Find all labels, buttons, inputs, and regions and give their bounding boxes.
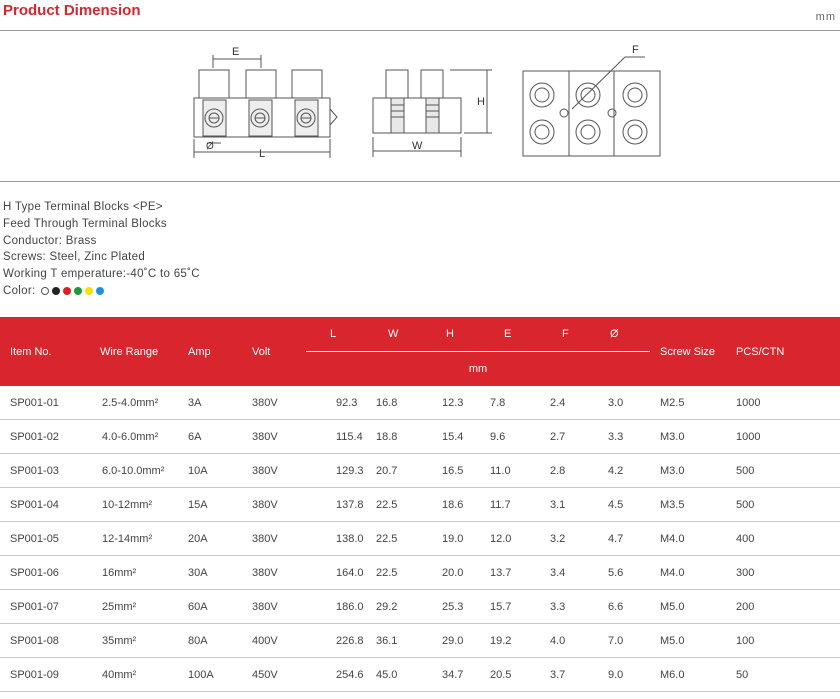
cell-pcs: 300 — [726, 556, 840, 590]
cell-dia: 7.0 — [596, 624, 650, 658]
dimension-label-dia: Ø — [206, 141, 214, 152]
cell-amp: 20A — [178, 522, 242, 556]
cell-h: 19.0 — [422, 522, 480, 556]
cell-pcs: 400 — [726, 522, 840, 556]
cell-pcs: 1000 — [726, 420, 840, 454]
cell-e: 15.7 — [480, 590, 538, 624]
product-table — [0, 317, 840, 692]
cell-screw: M4.0 — [650, 556, 726, 590]
cell-h: 18.6 — [422, 488, 480, 522]
cell-dia: 9.0 — [596, 658, 650, 692]
cell-item: SP001-07 — [0, 590, 90, 624]
cell-wire: 10-12mm² — [90, 488, 178, 522]
color-swatch-green — [74, 287, 82, 295]
table-row — [0, 556, 840, 590]
dimension-label-w: W — [412, 140, 423, 152]
spec-line: H Type Terminal Blocks <PE> — [3, 201, 163, 213]
cell-f: 2.8 — [538, 454, 596, 488]
cell-volt: 450V — [242, 658, 306, 692]
color-swatch-white — [41, 287, 49, 295]
cell-dia: 4.7 — [596, 522, 650, 556]
cell-l: 186.0 — [306, 590, 364, 624]
cell-amp: 6A — [178, 420, 242, 454]
cell-f: 2.4 — [538, 386, 596, 420]
cell-dia: 6.6 — [596, 590, 650, 624]
cell-l: 92.3 — [306, 386, 364, 420]
cell-volt: 380V — [242, 454, 306, 488]
cell-l: 226.8 — [306, 624, 364, 658]
col-header-volt: Volt — [242, 317, 306, 386]
cell-e: 9.6 — [480, 420, 538, 454]
cell-amp: 30A — [178, 556, 242, 590]
table-row — [0, 488, 840, 522]
col-header-h: H — [422, 317, 480, 352]
cell-volt: 380V — [242, 386, 306, 420]
cell-dia: 4.2 — [596, 454, 650, 488]
cell-f: 3.2 — [538, 522, 596, 556]
cell-w: 16.8 — [364, 386, 422, 420]
cell-item: SP001-03 — [0, 454, 90, 488]
cell-screw: M6.0 — [650, 658, 726, 692]
cell-item: SP001-05 — [0, 522, 90, 556]
color-swatch-black — [52, 287, 60, 295]
cell-e: 13.7 — [480, 556, 538, 590]
color-swatch-blue — [96, 287, 104, 295]
top-view-drawing — [523, 57, 660, 156]
header — [0, 0, 840, 30]
cell-e: 11.7 — [480, 488, 538, 522]
dimension-label-f: F — [632, 44, 639, 56]
color-row — [3, 283, 200, 300]
cell-f: 4.0 — [538, 624, 596, 658]
col-header-l: L — [306, 317, 364, 352]
technical-drawings — [0, 31, 840, 181]
cell-wire: 16mm² — [90, 556, 178, 590]
cell-wire: 6.0-10.0mm² — [90, 454, 178, 488]
spec-line: Working T emperature:-40˚C to 65˚C — [3, 268, 200, 281]
cell-w: 45.0 — [364, 658, 422, 692]
cell-amp: 60A — [178, 590, 242, 624]
cell-w: 36.1 — [364, 624, 422, 658]
cell-item: SP001-01 — [0, 386, 90, 420]
cell-screw: M5.0 — [650, 590, 726, 624]
cell-e: 11.0 — [480, 454, 538, 488]
table-row — [0, 386, 840, 420]
spec-line: Conductor: Brass — [3, 234, 97, 247]
cell-screw: M4.0 — [650, 522, 726, 556]
cell-l: 254.6 — [306, 658, 364, 692]
cell-screw: M3.0 — [650, 454, 726, 488]
cell-volt: 380V — [242, 522, 306, 556]
cell-volt: 380V — [242, 488, 306, 522]
cell-dia: 4.5 — [596, 488, 650, 522]
cell-f: 3.7 — [538, 658, 596, 692]
col-header-f: F — [538, 317, 596, 352]
cell-l: 164.0 — [306, 556, 364, 590]
side-view-drawing — [373, 70, 492, 157]
cell-e: 19.2 — [480, 624, 538, 658]
color-swatch-yellow — [85, 287, 93, 295]
table-row — [0, 522, 840, 556]
cell-f: 3.1 — [538, 488, 596, 522]
col-header-w: W — [364, 317, 422, 352]
dimension-label-l: L — [259, 148, 266, 160]
col-header-unit: mm — [306, 352, 650, 387]
cell-e: 20.5 — [480, 658, 538, 692]
cell-wire: 35mm² — [90, 624, 178, 658]
dimension-label-e: E — [232, 46, 240, 58]
cell-h: 16.5 — [422, 454, 480, 488]
color-swatch-red — [63, 287, 71, 295]
cell-h: 12.3 — [422, 386, 480, 420]
cell-amp: 15A — [178, 488, 242, 522]
col-header-e: E — [480, 317, 538, 352]
col-header-wire: Wire Range — [90, 317, 178, 386]
cell-w: 22.5 — [364, 488, 422, 522]
cell-e: 7.8 — [480, 386, 538, 420]
cell-wire: 4.0-6.0mm² — [90, 420, 178, 454]
cell-volt: 380V — [242, 556, 306, 590]
cell-volt: 380V — [242, 590, 306, 624]
cell-w: 22.5 — [364, 522, 422, 556]
cell-volt: 400V — [242, 624, 306, 658]
cell-pcs: 200 — [726, 590, 840, 624]
page-title: Product Dimension — [3, 2, 141, 19]
cell-l: 115.4 — [306, 420, 364, 454]
mid-divider — [0, 181, 840, 182]
cell-dia: 5.6 — [596, 556, 650, 590]
spec-list — [3, 199, 200, 300]
cell-w: 29.2 — [364, 590, 422, 624]
spec-line: Feed Through Terminal Blocks — [3, 217, 167, 230]
cell-amp: 100A — [178, 658, 242, 692]
cell-wire: 40mm² — [90, 658, 178, 692]
cell-e: 12.0 — [480, 522, 538, 556]
spec-line: Screws: Steel, Zinc Plated — [3, 251, 146, 264]
cell-screw: M3.0 — [650, 420, 726, 454]
table-body — [0, 386, 840, 692]
cell-w: 22.5 — [364, 556, 422, 590]
cell-h: 15.4 — [422, 420, 480, 454]
front-view-drawing — [194, 55, 337, 158]
cell-l: 138.0 — [306, 522, 364, 556]
cell-wire: 2.5-4.0mm² — [90, 386, 178, 420]
cell-amp: 10A — [178, 454, 242, 488]
col-header-screw: Screw Size — [650, 317, 726, 386]
cell-h: 20.0 — [422, 556, 480, 590]
cell-amp: 3A — [178, 386, 242, 420]
cell-screw: M3.5 — [650, 488, 726, 522]
cell-pcs: 1000 — [726, 386, 840, 420]
color-label: Color: — [3, 284, 36, 297]
col-header-dia: Ø — [596, 317, 650, 352]
cell-dia: 3.0 — [596, 386, 650, 420]
cell-amp: 80A — [178, 624, 242, 658]
table-row — [0, 658, 840, 692]
cell-pcs: 100 — [726, 624, 840, 658]
dimension-label-h: H — [477, 96, 485, 108]
table-row — [0, 624, 840, 658]
cell-f: 3.4 — [538, 556, 596, 590]
cell-l: 137.8 — [306, 488, 364, 522]
table-row — [0, 420, 840, 454]
cell-item: SP001-06 — [0, 556, 90, 590]
cell-pcs: 500 — [726, 488, 840, 522]
cell-dia: 3.3 — [596, 420, 650, 454]
cell-pcs: 50 — [726, 658, 840, 692]
cell-item: SP001-04 — [0, 488, 90, 522]
unit-label: mm — [815, 11, 836, 23]
cell-f: 3.3 — [538, 590, 596, 624]
col-header-item: Item No. — [0, 317, 90, 386]
cell-h: 34.7 — [422, 658, 480, 692]
cell-w: 18.8 — [364, 420, 422, 454]
cell-item: SP001-08 — [0, 624, 90, 658]
table-row — [0, 454, 840, 488]
cell-pcs: 500 — [726, 454, 840, 488]
col-header-pcs: PCS/CTN — [726, 317, 840, 386]
cell-w: 20.7 — [364, 454, 422, 488]
cell-item: SP001-02 — [0, 420, 90, 454]
table-row — [0, 590, 840, 624]
cell-h: 29.0 — [422, 624, 480, 658]
cell-f: 2.7 — [538, 420, 596, 454]
cell-item: SP001-09 — [0, 658, 90, 692]
col-header-amp: Amp — [178, 317, 242, 386]
cell-h: 25.3 — [422, 590, 480, 624]
cell-screw: M5.0 — [650, 624, 726, 658]
cell-wire: 12-14mm² — [90, 522, 178, 556]
cell-screw: M2.5 — [650, 386, 726, 420]
cell-l: 129.3 — [306, 454, 364, 488]
cell-wire: 25mm² — [90, 590, 178, 624]
cell-volt: 380V — [242, 420, 306, 454]
